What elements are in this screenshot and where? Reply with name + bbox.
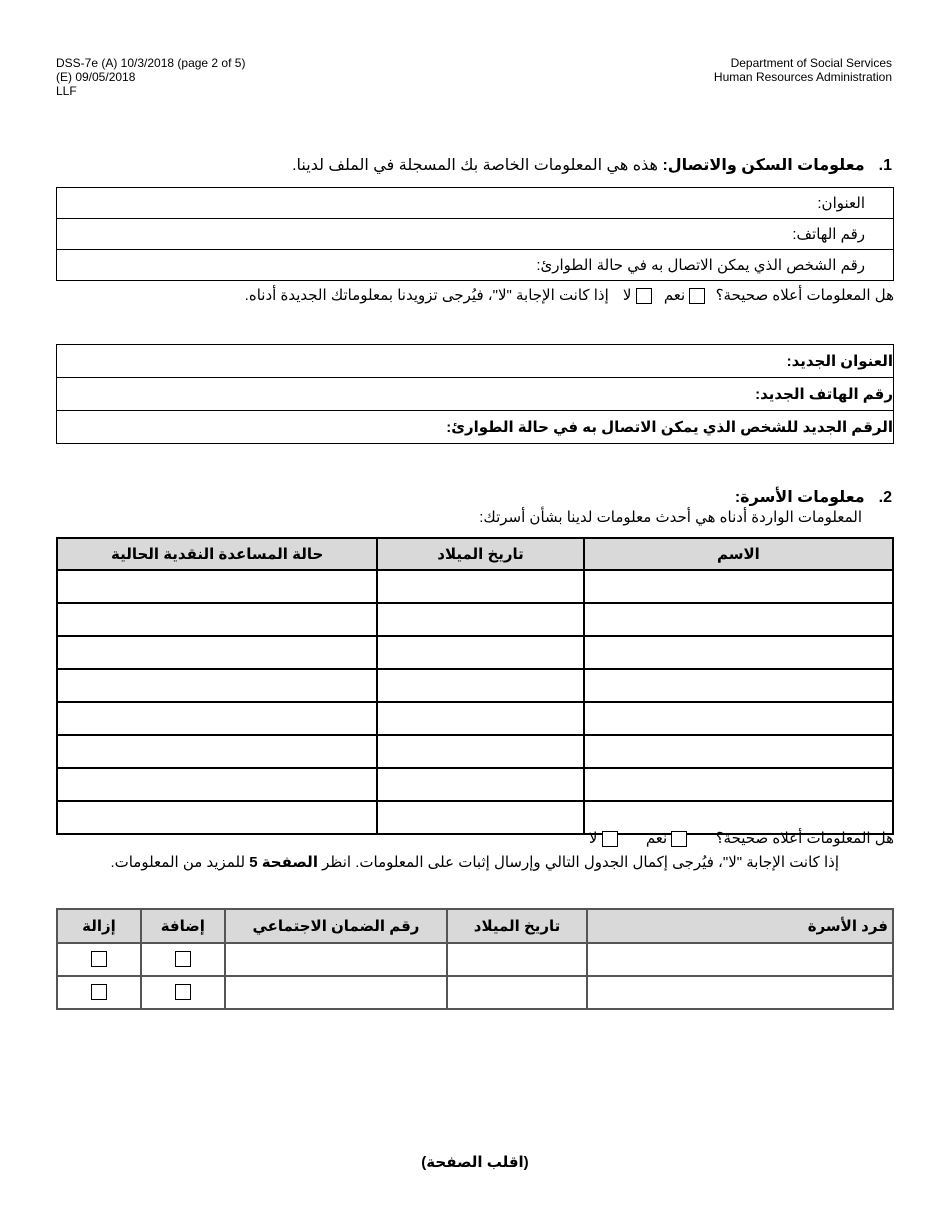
- section1-instruction: إذا كانت الإجابة "لا"، فيُرجى تزويدنا بمعلوماتك الجديدة أدناه.: [244, 287, 609, 304]
- table-row: [57, 603, 893, 636]
- phone-field[interactable]: رقم الهاتف:: [57, 219, 894, 250]
- turn-page-note: (اقلب الصفحة): [421, 1154, 529, 1171]
- table-row: [57, 636, 893, 669]
- instruction-text: إذا كانت الإجابة "لا"، فيُرجى إكمال الجدول التالي وإرسال إثبات على المعلومات. انظر: [317, 854, 839, 871]
- section1-yes-label: نعم: [663, 287, 686, 304]
- birthdate-cell[interactable]: [377, 570, 584, 603]
- instruction-page-ref: الصفحة 5: [249, 854, 318, 871]
- form-code: LLF: [56, 84, 77, 98]
- col-remove: إزالة: [57, 909, 141, 943]
- changes-table-header: [57, 909, 893, 943]
- birthdate-cell[interactable]: [447, 976, 587, 1009]
- section1-heading: [292, 155, 892, 175]
- table-row: [57, 976, 893, 1009]
- status-cell[interactable]: [57, 801, 377, 834]
- ssn-cell[interactable]: [225, 943, 447, 976]
- status-cell[interactable]: [57, 768, 377, 801]
- status-cell[interactable]: [57, 735, 377, 768]
- agency-name: Department of Social Services: [730, 56, 892, 70]
- name-cell[interactable]: [584, 636, 893, 669]
- section2-no-label: لا: [588, 830, 598, 847]
- add-checkbox[interactable]: [175, 984, 191, 1000]
- name-cell[interactable]: [584, 735, 893, 768]
- col-cash-status: حالة المساعدة النقدية الحالية: [57, 538, 377, 570]
- member-cell[interactable]: [587, 943, 893, 976]
- household-table: [56, 537, 894, 835]
- form-edition: (E) 09/05/2018: [56, 70, 136, 84]
- table-row: [57, 943, 893, 976]
- section2-yes-checkbox[interactable]: [671, 831, 687, 847]
- col-ssn: رقم الضمان الاجتماعي: [225, 909, 447, 943]
- status-cell[interactable]: [57, 570, 377, 603]
- section2-yes-label: نعم: [645, 830, 668, 847]
- add-cell: [141, 976, 225, 1009]
- section2-instruction: [110, 853, 839, 871]
- household-changes-table: [56, 908, 894, 1010]
- section1-description: هذه هي المعلومات الخاصة بك المسجلة في الملف لدينا.: [292, 157, 658, 174]
- instruction-text-end: للمزيد من المعلومات.: [110, 854, 250, 871]
- birthdate-cell[interactable]: [377, 768, 584, 801]
- name-cell[interactable]: [584, 669, 893, 702]
- add-cell: [141, 943, 225, 976]
- section2-description: المعلومات الواردة أدناه هي أحدث معلومات لدينا بشأن أسرتك:: [479, 509, 862, 526]
- table-row: [57, 669, 893, 702]
- col-birthdate: تاريخ الميلاد: [377, 538, 584, 570]
- section1-question: هل المعلومات أعلاه صحيحة؟: [715, 287, 894, 304]
- agency-block: [714, 56, 892, 84]
- address-field[interactable]: العنوان:: [57, 188, 894, 219]
- new-emergency-contact-field[interactable]: الرقم الجديد للشخص الذي يمكن الاتصال به في حالة الطوارئ:: [57, 411, 894, 444]
- birthdate-cell[interactable]: [377, 603, 584, 636]
- section2-title: معلومات الأسرة:: [734, 489, 865, 506]
- birthdate-cell[interactable]: [377, 735, 584, 768]
- form-id: DSS-7e (A) 10/3/2018 (page 2 of 5): [56, 56, 246, 70]
- form-id-block: [56, 56, 245, 98]
- name-cell[interactable]: [584, 603, 893, 636]
- add-checkbox[interactable]: [175, 951, 191, 967]
- contact-info-table: [56, 187, 894, 281]
- col-member: فرد الأسرة: [587, 909, 893, 943]
- section2-question: هل المعلومات أعلاه صحيحة؟: [715, 830, 894, 847]
- section1-title: معلومات السكن والاتصال:: [662, 157, 865, 174]
- status-cell[interactable]: [57, 669, 377, 702]
- household-table-header: [57, 538, 893, 570]
- agency-subname: Human Resources Administration: [713, 70, 892, 84]
- col-birthdate2: تاريخ الميلاد: [447, 909, 587, 943]
- birthdate-cell[interactable]: [377, 702, 584, 735]
- section2-no-checkbox[interactable]: [602, 831, 618, 847]
- table-row: [57, 768, 893, 801]
- col-add: إضافة: [141, 909, 225, 943]
- new-address-field[interactable]: العنوان الجديد:: [57, 345, 894, 378]
- birthdate-cell[interactable]: [377, 669, 584, 702]
- birthdate-cell[interactable]: [447, 943, 587, 976]
- section1-no-checkbox[interactable]: [636, 288, 652, 304]
- remove-cell: [57, 976, 141, 1009]
- status-cell[interactable]: [57, 603, 377, 636]
- birthdate-cell[interactable]: [377, 801, 584, 834]
- remove-checkbox[interactable]: [91, 984, 107, 1000]
- name-cell[interactable]: [584, 702, 893, 735]
- new-contact-info-table: [56, 344, 894, 444]
- remove-cell: [57, 943, 141, 976]
- status-cell[interactable]: [57, 636, 377, 669]
- section1-number: 1.: [878, 157, 892, 174]
- name-cell[interactable]: [584, 768, 893, 801]
- col-name: الاسم: [584, 538, 893, 570]
- ssn-cell[interactable]: [225, 976, 447, 1009]
- table-row: [57, 735, 893, 768]
- section1-confirm-row: [245, 286, 894, 304]
- status-cell[interactable]: [57, 702, 377, 735]
- birthdate-cell[interactable]: [377, 636, 584, 669]
- table-row: [57, 702, 893, 735]
- table-row: [57, 570, 893, 603]
- remove-checkbox[interactable]: [91, 951, 107, 967]
- section1-no-label: لا: [622, 287, 632, 304]
- name-cell[interactable]: [584, 570, 893, 603]
- new-phone-field[interactable]: رقم الهاتف الجديد:: [57, 378, 894, 411]
- member-cell[interactable]: [587, 976, 893, 1009]
- section2-heading: [735, 487, 892, 507]
- section1-yes-checkbox[interactable]: [689, 288, 705, 304]
- emergency-contact-field[interactable]: رقم الشخص الذي يمكن الاتصال به في حالة الطوارئ:: [57, 250, 894, 281]
- section2-number: 2.: [878, 489, 892, 506]
- section2-confirm-row: [589, 829, 894, 847]
